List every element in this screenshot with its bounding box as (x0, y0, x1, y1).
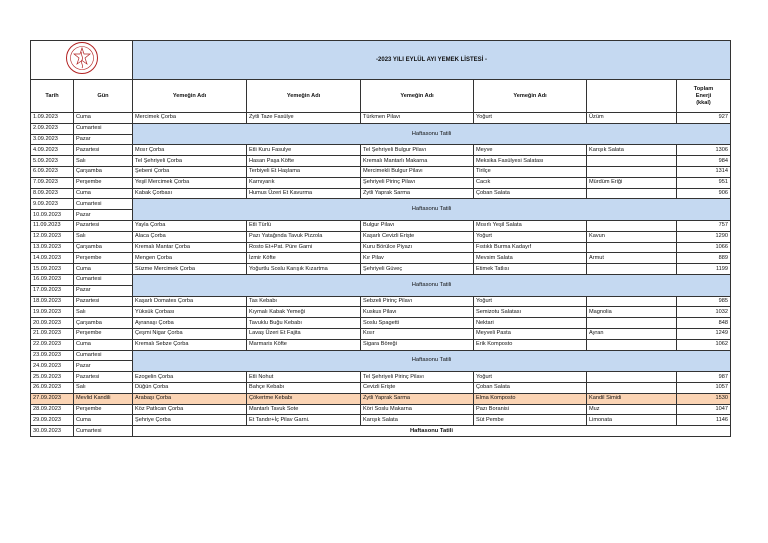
day-cell: Pazartesi (74, 372, 133, 383)
meal-2-cell: Humus Üzeri Et Kavurma (247, 188, 361, 199)
weekend-label: Haftasonu Tatili (133, 274, 731, 296)
energy-cell: 951 (677, 177, 731, 188)
day-cell: Pazartesi (74, 220, 133, 231)
meal-3-cell: Mercimekli Bulgur Pilavı (361, 166, 474, 177)
energy-cell: 927 (677, 113, 731, 124)
header-energy-line-1: Toplam (693, 85, 714, 92)
meal-3-cell: Tel Şehriyeli Pirinç Pilavı (361, 372, 474, 383)
energy-cell: 1290 (677, 231, 731, 242)
date-cell: 8.09.2023 (31, 188, 74, 199)
date-cell: 4.09.2023 (31, 145, 74, 156)
table-row (31, 220, 731, 231)
date-cell: 6.09.2023 (31, 166, 74, 177)
table-row (31, 318, 731, 329)
day-cell: Perşembe (74, 404, 133, 415)
meal-4-cell: Pazı Boranisi (474, 404, 587, 415)
meal-4-cell: Semizotu Salatası (474, 307, 587, 318)
day-cell: Perşembe (74, 177, 133, 188)
day-cell: Çarşamba (74, 242, 133, 253)
meal-2-cell: Etli Türlü (247, 220, 361, 231)
energy-cell: 984 (677, 156, 731, 167)
day-cell: Salı (74, 231, 133, 242)
meal-5-cell: Üzüm (587, 113, 677, 124)
energy-cell: 985 (677, 296, 731, 307)
meal-1-cell: Şebeni Çorba (133, 166, 247, 177)
meal-4-cell: Meksika Fasülyesi Salatası (474, 156, 587, 167)
energy-cell: 1062 (677, 339, 731, 350)
meal-1-cell: Yayla Çorba (133, 220, 247, 231)
meal-4-cell: Mevsim Salata (474, 253, 587, 264)
meal-2-cell: Bahçe Kebabı (247, 382, 361, 393)
meal-1-cell: Yeşil Mercimek Çorba (133, 177, 247, 188)
meal-2-cell: Kıymalı Kabak Yemeği (247, 307, 361, 318)
weekend-label: Haftasonu Tatili (133, 199, 731, 221)
day-cell: Mevlid Kandili (74, 393, 133, 404)
meal-3-cell: Köri Soslu Makarna (361, 404, 474, 415)
meal-1-cell: Kremalı Mantar Çorba (133, 242, 247, 253)
energy-cell: 1249 (677, 328, 731, 339)
energy-cell: 906 (677, 188, 731, 199)
page-title: -2023 YILI EYLÜL AYI YEMEK LİSTESİ - (133, 41, 731, 80)
date-cell: 3.09.2023 (31, 134, 74, 145)
date-cell: 27.09.2023 (31, 393, 74, 404)
day-cell: Cumartesi (74, 123, 133, 134)
energy-cell: 848 (677, 318, 731, 329)
day-cell: Perşembe (74, 328, 133, 339)
meal-5-cell: Mürdüm Eriği (587, 177, 677, 188)
table-row (31, 307, 731, 318)
table-row (31, 253, 731, 264)
date-cell: 5.09.2023 (31, 156, 74, 167)
date-cell: 14.09.2023 (31, 253, 74, 264)
meal-3-cell: Kuru Börülce Piyazı (361, 242, 474, 253)
meal-4-cell: Elma Komposto (474, 393, 587, 404)
header-date: Tarih (31, 80, 74, 113)
header-row (31, 80, 731, 113)
meal-1-cell: Düğün Çorba (133, 382, 247, 393)
weekend-label: Haftasonu Tatili (133, 123, 731, 145)
meal-5-cell (587, 188, 677, 199)
meal-5-cell: Armut (587, 253, 677, 264)
day-cell: Cumartesi (74, 426, 133, 437)
date-cell: 12.09.2023 (31, 231, 74, 242)
meal-4-cell: Fıstıklı Burma Kadayıf (474, 242, 587, 253)
day-cell: Pazartesi (74, 296, 133, 307)
meal-2-cell: Mantarlı Tavuk Sote (247, 404, 361, 415)
day-cell: Çarşamba (74, 166, 133, 177)
weekend-label: Haftasonu Tatili (133, 426, 731, 437)
meal-5-cell (587, 242, 677, 253)
date-cell: 11.09.2023 (31, 220, 74, 231)
table-row (31, 242, 731, 253)
meal-1-cell: Mercimek Çorba (133, 113, 247, 124)
meal-5-cell (587, 166, 677, 177)
header-energy (677, 80, 731, 113)
meal-5-cell: Magnolia (587, 307, 677, 318)
meal-1-cell: Tel Şehriyeli Çorba (133, 156, 247, 167)
meal-4-cell: Mısırlı Yeşil Salata (474, 220, 587, 231)
meal-4-cell: Yoğurt (474, 372, 587, 383)
meal-2-cell: Tavuklu Buğu Kebabı (247, 318, 361, 329)
meal-5-cell: Muz (587, 404, 677, 415)
energy-cell: 1047 (677, 404, 731, 415)
date-cell: 26.09.2023 (31, 382, 74, 393)
table-row (31, 426, 731, 437)
meal-3-cell: Sebzeli Pirinç Pilavı (361, 296, 474, 307)
meal-2-cell: Terbiyeli Et Haşlama (247, 166, 361, 177)
date-cell: 10.09.2023 (31, 210, 74, 221)
meal-2-cell: Et Tandır+İç Pilav Garni. (247, 415, 361, 426)
table-row (31, 328, 731, 339)
meal-3-cell: Soslu Spagetti (361, 318, 474, 329)
day-cell: Cuma (74, 264, 133, 275)
meal-list-table (30, 40, 731, 437)
table-row (31, 296, 731, 307)
day-cell: Pazar (74, 285, 133, 296)
meal-4-cell: Yoğurt (474, 296, 587, 307)
day-cell: Çarşamba (74, 318, 133, 329)
header-day: Gün (74, 80, 133, 113)
day-cell: Cuma (74, 415, 133, 426)
date-cell: 21.09.2023 (31, 328, 74, 339)
table-row (31, 145, 731, 156)
date-cell: 28.09.2023 (31, 404, 74, 415)
meal-4-cell: Nektari (474, 318, 587, 329)
meal-3-cell: Bulgur Pilavı (361, 220, 474, 231)
table-row (31, 415, 731, 426)
meal-3-cell: Kuskus Pilavı (361, 307, 474, 318)
date-cell: 17.09.2023 (31, 285, 74, 296)
meal-1-cell: Yüksük Çorbası (133, 307, 247, 318)
day-cell: Cumartesi (74, 274, 133, 285)
table-body (31, 113, 731, 437)
meal-5-cell: Limonata (587, 415, 677, 426)
meal-2-cell: Etli Nohut (247, 372, 361, 383)
date-cell: 1.09.2023 (31, 113, 74, 124)
table-row (31, 404, 731, 415)
table-row (31, 339, 731, 350)
meal-5-cell (587, 339, 677, 350)
meal-1-cell: Şehriye Çorba (133, 415, 247, 426)
institution-logo (65, 41, 99, 75)
meal-4-cell: Çoban Salata (474, 382, 587, 393)
logo-cell (31, 41, 133, 80)
meal-2-cell: Hasan Paşa Köfte (247, 156, 361, 167)
meal-5-cell (587, 264, 677, 275)
header-meal-2: Yemeğin Adı (247, 80, 361, 113)
date-cell: 22.09.2023 (31, 339, 74, 350)
energy-cell: 1306 (677, 145, 731, 156)
meal-4-cell: Çoban Salata (474, 188, 587, 199)
energy-cell: 1146 (677, 415, 731, 426)
day-cell: Salı (74, 307, 133, 318)
meal-5-cell (587, 382, 677, 393)
energy-cell: 1314 (677, 166, 731, 177)
meal-5-cell (587, 296, 677, 307)
date-cell: 25.09.2023 (31, 372, 74, 383)
meal-5-cell (587, 156, 677, 167)
meal-1-cell: Kaşarlı Domates Çorba (133, 296, 247, 307)
table-row (31, 231, 731, 242)
table-row (31, 177, 731, 188)
header-meal-4: Yemeğin Adı (474, 80, 587, 113)
meal-4-cell: Cacık (474, 177, 587, 188)
meal-2-cell: Yoğurtlu Soslu Karışık Kızartma (247, 264, 361, 275)
energy-cell: 987 (677, 372, 731, 383)
table-row (31, 166, 731, 177)
meal-4-cell: Yoğurt (474, 231, 587, 242)
meal-3-cell: Sigara Böreği (361, 339, 474, 350)
header-energy-line-3: (kkal) (696, 99, 711, 106)
meal-2-cell: Karnıyarık (247, 177, 361, 188)
day-cell: Salı (74, 382, 133, 393)
meal-3-cell: Kır Pilav (361, 253, 474, 264)
header-meal-3: Yemeğin Adı (361, 80, 474, 113)
header-energy-line-2: Enerji (695, 92, 712, 99)
meal-2-cell: Rosto Et+Pat. Püre Garni (247, 242, 361, 253)
day-cell: Cuma (74, 188, 133, 199)
date-cell: 24.09.2023 (31, 361, 74, 372)
meal-4-cell: Erik Komposto (474, 339, 587, 350)
meal-5-cell (587, 220, 677, 231)
meal-5-cell (587, 318, 677, 329)
table-row (31, 393, 731, 404)
day-cell: Cumartesi (74, 199, 133, 210)
energy-cell: 889 (677, 253, 731, 264)
meal-2-cell: Etli Kuru Fasulye (247, 145, 361, 156)
meal-5-cell (587, 372, 677, 383)
header-meal-1: Yemeğin Adı (133, 80, 247, 113)
meal-3-cell: Şehriyeli Güveç (361, 264, 474, 275)
meal-2-cell: Pazı Yatağında Tavuk Pizzola (247, 231, 361, 242)
meal-2-cell: Tas Kebabı (247, 296, 361, 307)
meal-5-cell: Ayran (587, 328, 677, 339)
date-cell: 23.09.2023 (31, 350, 74, 361)
weekend-label: Haftasonu Tatili (133, 350, 731, 372)
header-meal-5 (587, 80, 677, 113)
date-cell: 20.09.2023 (31, 318, 74, 329)
meal-5-cell: Karışık Salata (587, 145, 677, 156)
meal-2-cell: Çökertme Kebabı (247, 393, 361, 404)
day-cell: Pazar (74, 210, 133, 221)
meal-4-cell: Meyve (474, 145, 587, 156)
table-row (31, 188, 731, 199)
table-row (31, 123, 731, 134)
meal-5-cell: Kandil Simidi (587, 393, 677, 404)
table-row (31, 264, 731, 275)
meal-3-cell: Şehriyeli Pirinç Pilavı (361, 177, 474, 188)
date-cell: 18.09.2023 (31, 296, 74, 307)
table-row (31, 199, 731, 210)
table-row (31, 113, 731, 124)
meal-2-cell: İzmir Köfte (247, 253, 361, 264)
date-cell: 29.09.2023 (31, 415, 74, 426)
date-cell: 16.09.2023 (31, 274, 74, 285)
day-cell: Pazartesi (74, 145, 133, 156)
energy-cell: 1057 (677, 382, 731, 393)
meal-1-cell: Ayranaşı Çorba (133, 318, 247, 329)
energy-cell: 1066 (677, 242, 731, 253)
meal-3-cell: Zytli Yaprak Sarma (361, 188, 474, 199)
meal-1-cell: Süzme Mercimek Çorba (133, 264, 247, 275)
meal-2-cell: Marmaris Köfte (247, 339, 361, 350)
meal-1-cell: Alaca Çorba (133, 231, 247, 242)
day-cell: Cuma (74, 113, 133, 124)
meal-1-cell: Kremalı Sebze Çorba (133, 339, 247, 350)
date-cell: 13.09.2023 (31, 242, 74, 253)
meal-5-cell: Kavun (587, 231, 677, 242)
meal-3-cell: Cevizli Erişte (361, 382, 474, 393)
meal-1-cell: Ezogelin Çorba (133, 372, 247, 383)
day-cell: Pazar (74, 134, 133, 145)
day-cell: Pazar (74, 361, 133, 372)
day-cell: Cuma (74, 339, 133, 350)
date-cell: 7.09.2023 (31, 177, 74, 188)
date-cell: 2.09.2023 (31, 123, 74, 134)
energy-cell: 1530 (677, 393, 731, 404)
meal-4-cell: Yoğurt (474, 113, 587, 124)
meal-4-cell: Süt Pembe (474, 415, 587, 426)
energy-cell: 1032 (677, 307, 731, 318)
energy-cell: 757 (677, 220, 731, 231)
meal-1-cell: Köz Patlıcan Çorba (133, 404, 247, 415)
meal-2-cell: Zytli Taze Fasülye (247, 113, 361, 124)
table-row (31, 382, 731, 393)
day-cell: Salı (74, 156, 133, 167)
meal-2-cell: Lavaş Üzeri Et Fajita (247, 328, 361, 339)
meal-3-cell: Kaşarlı Cevizli Erişte (361, 231, 474, 242)
meal-3-cell: Tel Şehriyeli Bulgur Pilavı (361, 145, 474, 156)
meal-3-cell: Türkmen Pilavı (361, 113, 474, 124)
table-row (31, 372, 731, 383)
meal-4-cell: Etimek Tatlısı (474, 264, 587, 275)
meal-3-cell: Zytli Yaprak Sarma (361, 393, 474, 404)
meal-4-cell: Meyveli Pasta (474, 328, 587, 339)
day-cell: Perşembe (74, 253, 133, 264)
meal-1-cell: Mısır Çorba (133, 145, 247, 156)
table-row (31, 156, 731, 167)
meal-1-cell: Kabak Çorbası (133, 188, 247, 199)
meal-1-cell: Çeşmi Nigar Çorba (133, 328, 247, 339)
meal-3-cell: Kısır (361, 328, 474, 339)
day-cell: Cumartesi (74, 350, 133, 361)
date-cell: 19.09.2023 (31, 307, 74, 318)
meal-4-cell: Tirilçe (474, 166, 587, 177)
meal-1-cell: Arabaşı Çorba (133, 393, 247, 404)
meal-3-cell: Kremalı Mantarlı Makarna (361, 156, 474, 167)
table-row (31, 274, 731, 285)
meal-3-cell: Karışık Salata (361, 415, 474, 426)
date-cell: 9.09.2023 (31, 199, 74, 210)
meal-1-cell: Mengen Çorba (133, 253, 247, 264)
date-cell: 30.09.2023 (31, 426, 74, 437)
date-cell: 15.09.2023 (31, 264, 74, 275)
energy-cell: 1199 (677, 264, 731, 275)
table-row (31, 350, 731, 361)
